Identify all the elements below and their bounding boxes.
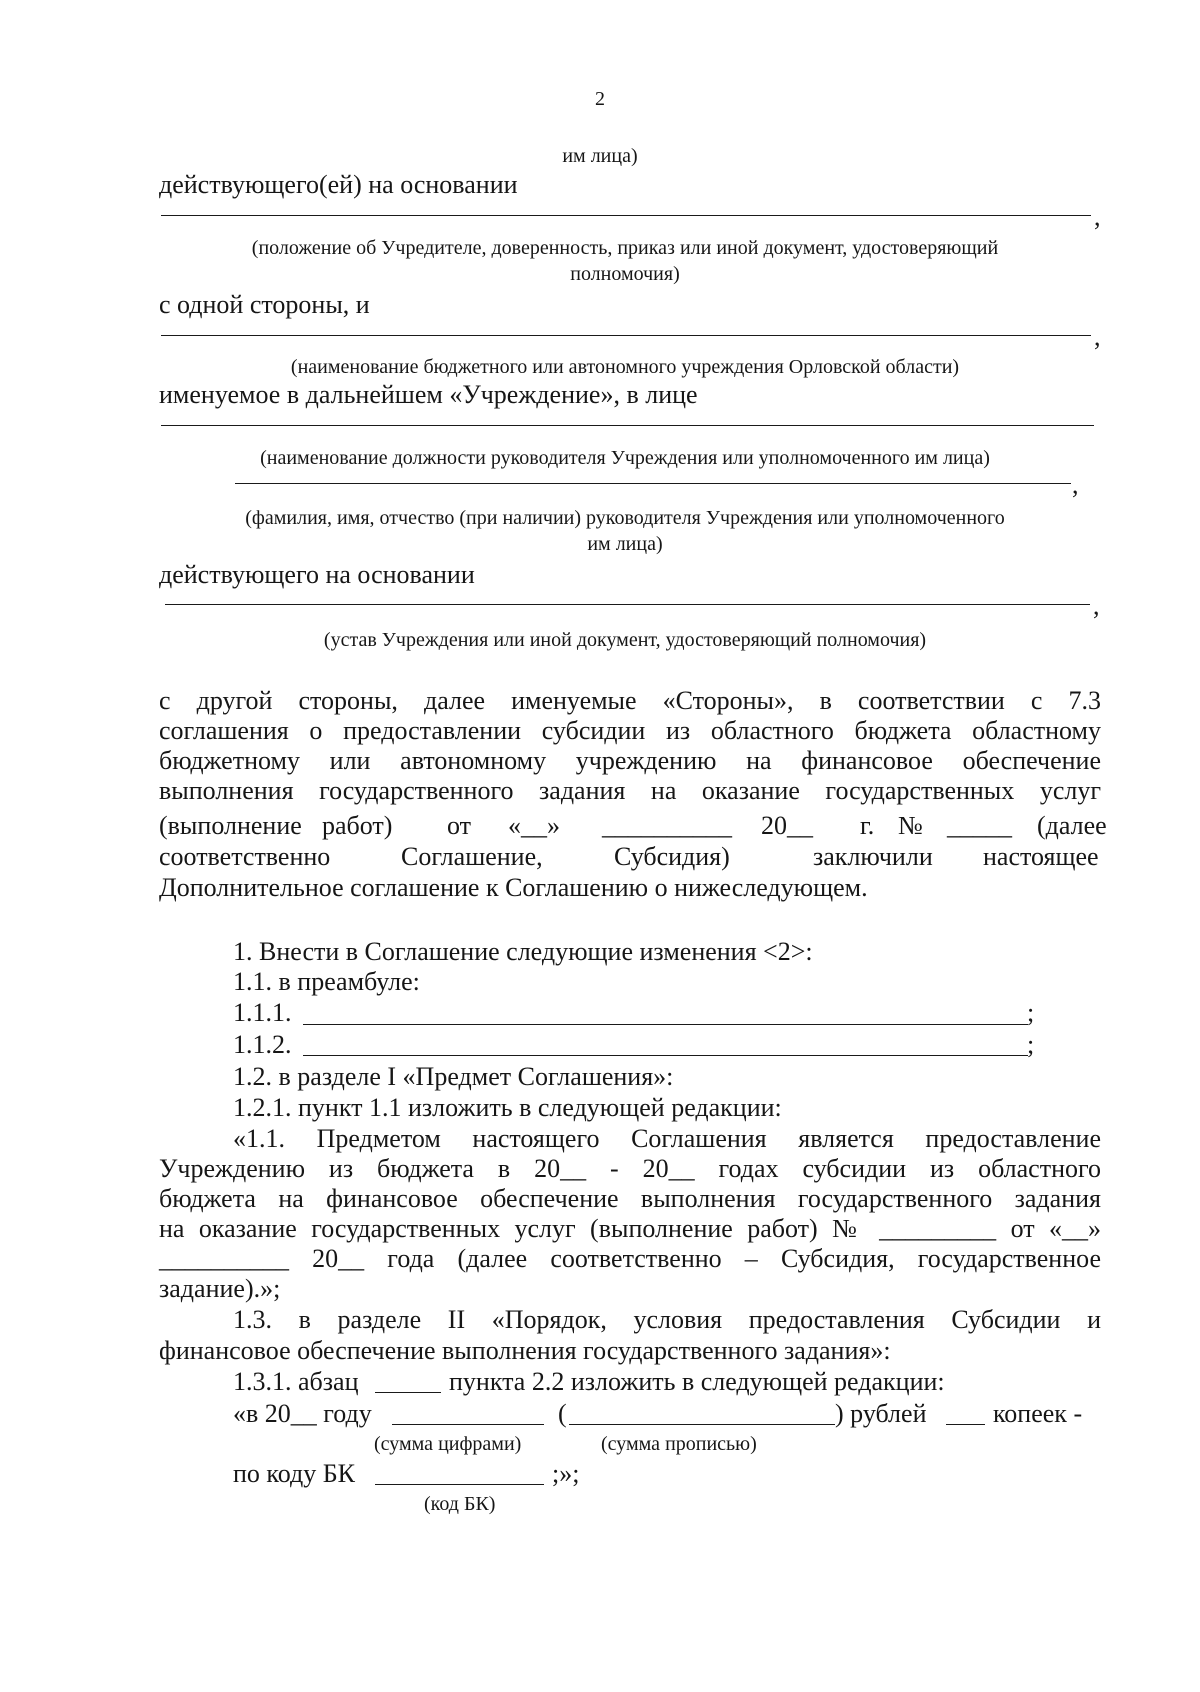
paragraph-line: бюджета на финансовое обеспечение выполнения государственного задания: [159, 1184, 1101, 1213]
comma: ,: [1072, 470, 1079, 499]
paragraph-line: с другой стороны, далее именуемые «Стороны», в соответствии с 7.3: [159, 686, 1101, 715]
caption-fio: (фамилия, имя, отчество (при наличии) руководителя Учреждения или уполномоченного: [245, 507, 1005, 529]
intro-word: (далее: [1037, 811, 1107, 840]
page-number: 2: [595, 88, 605, 110]
bk-code-end: ;»;: [552, 1459, 580, 1488]
acting-basis-label: действующего на основании: [159, 560, 475, 589]
rubles-text: ) рублей: [835, 1399, 927, 1428]
item-1-2: 1.2. в разделе I «Предмет Соглашения»:: [233, 1062, 674, 1091]
item-1-3-1-start: 1.3.1. абзац: [233, 1367, 359, 1396]
comma: ,: [1093, 591, 1100, 620]
intro-word: __________: [602, 811, 732, 840]
item-1-3: [159, 1305, 1101, 1335]
intro-word: «__»: [508, 811, 560, 840]
sum-words-line: [569, 1424, 835, 1425]
paragraph-line: «1.1. Предметом настоящего Соглашения является предоставление: [233, 1124, 1101, 1153]
intro-word: соответственно: [159, 842, 331, 871]
comma: ,: [1094, 202, 1101, 231]
caption-basis: (положение об Учредителе, доверенность, приказ или иной документ, удостоверяющий: [251, 237, 999, 259]
caption-continuation: им лица): [562, 145, 638, 167]
intro-word: работ): [322, 811, 393, 840]
charter-line: [165, 604, 1090, 605]
intro-word: Субсидия): [614, 842, 730, 871]
bk-code-line: [375, 1484, 544, 1485]
paragraph-line: выполнения государственного задания на оказание государственных услуг: [159, 776, 1101, 805]
caption-sum-words: (сумма прописью): [601, 1433, 757, 1455]
item-1-1-2: 1.1.2.: [233, 1030, 292, 1059]
item-1: 1. Внести в Соглашение следующие изменения <2>:: [233, 937, 813, 966]
caption-institution: (наименование бюджетного или автономного учреждения Орловской области): [290, 356, 960, 378]
institution-line: [161, 335, 1091, 336]
semicolon: ;: [1027, 998, 1035, 1027]
item-1-1-1: 1.1.1.: [233, 998, 292, 1027]
item-1-1-2-line: [303, 1055, 1028, 1056]
item-1-3-cont: финансовое обеспечение выполнения государственного задания»:: [159, 1336, 891, 1365]
intro-word: настоящее: [983, 842, 1099, 871]
semicolon: ;: [1027, 1030, 1035, 1059]
one-side-text: с одной стороны, и: [159, 290, 370, 319]
intro-word: (выполнение: [159, 811, 302, 840]
paragraph-line: Учреждению из бюджета в 20__ - 20__ годах субсидии из областного: [159, 1154, 1101, 1183]
quoted-paragraph-end: задание).»;: [159, 1274, 281, 1303]
intro-word: заключили: [813, 842, 933, 871]
paragraph-line: на оказание государственных услуг (выполнение работ) № _________ от «__»: [159, 1214, 1101, 1243]
kopecks-text: копеек -: [993, 1399, 1083, 1428]
caption-position: (наименование должности руководителя Учреждения или уполномоченного им лица): [260, 447, 990, 469]
item-1-1-1-line: [303, 1024, 1028, 1025]
acting-basis-label: действующего(ей) на основании: [159, 170, 518, 199]
intro-paragraph: [159, 686, 1101, 806]
caption-sum-digits: (сумма цифрами): [374, 1433, 522, 1455]
paren-open: (: [558, 1399, 567, 1428]
caption-basis-cont: полномочия): [570, 263, 680, 285]
paragraph-line: соглашения о предоставлении субсидии из областного бюджета областному: [159, 716, 1101, 745]
intro-word: г.: [860, 811, 875, 840]
intro-word: от: [447, 811, 472, 840]
year-text: «в 20__ году: [233, 1399, 372, 1428]
intro-word: _____: [947, 811, 1012, 840]
paragraph-number-line: [375, 1392, 441, 1393]
fio-line: [235, 483, 1071, 484]
item-1-2-1: 1.2.1. пункт 1.1 изложить в следующей редакции:: [233, 1093, 782, 1122]
intro-word: 20__: [761, 811, 813, 840]
caption-fio-cont: им лица): [587, 533, 663, 555]
kopecks-line: [946, 1424, 985, 1425]
named-institution-text: именуемое в дальнейшем «Учреждение», в лице: [159, 380, 698, 409]
intro-word: №: [898, 811, 923, 840]
caption-charter: (устав Учреждения или иной документ, удостоверяющий полномочия): [323, 629, 927, 651]
quoted-paragraph: [159, 1124, 1101, 1274]
basis-line: [161, 215, 1091, 216]
item-1-3-1-end: пункта 2.2 изложить в следующей редакции:: [449, 1367, 945, 1396]
comma: ,: [1094, 322, 1101, 351]
paragraph-line: 1.3. в разделе II «Порядок, условия предоставления Субсидии и: [233, 1305, 1101, 1334]
intro-word: Соглашение,: [401, 842, 543, 871]
position-line: [161, 425, 1094, 426]
bk-code-label: по коду БК: [233, 1459, 355, 1488]
item-1-1: 1.1. в преамбуле:: [233, 967, 420, 996]
sum-digits-line: [392, 1424, 544, 1425]
paragraph-line: __________ 20__ года (далее соответственно – Субсидия, государственное: [159, 1244, 1101, 1273]
intro-line: Дополнительное соглашение к Соглашению о нижеследующем.: [159, 873, 868, 902]
caption-bk-code: (код БК): [424, 1493, 496, 1515]
paragraph-line: бюджетному или автономному учреждению на финансовое обеспечение: [159, 746, 1101, 775]
